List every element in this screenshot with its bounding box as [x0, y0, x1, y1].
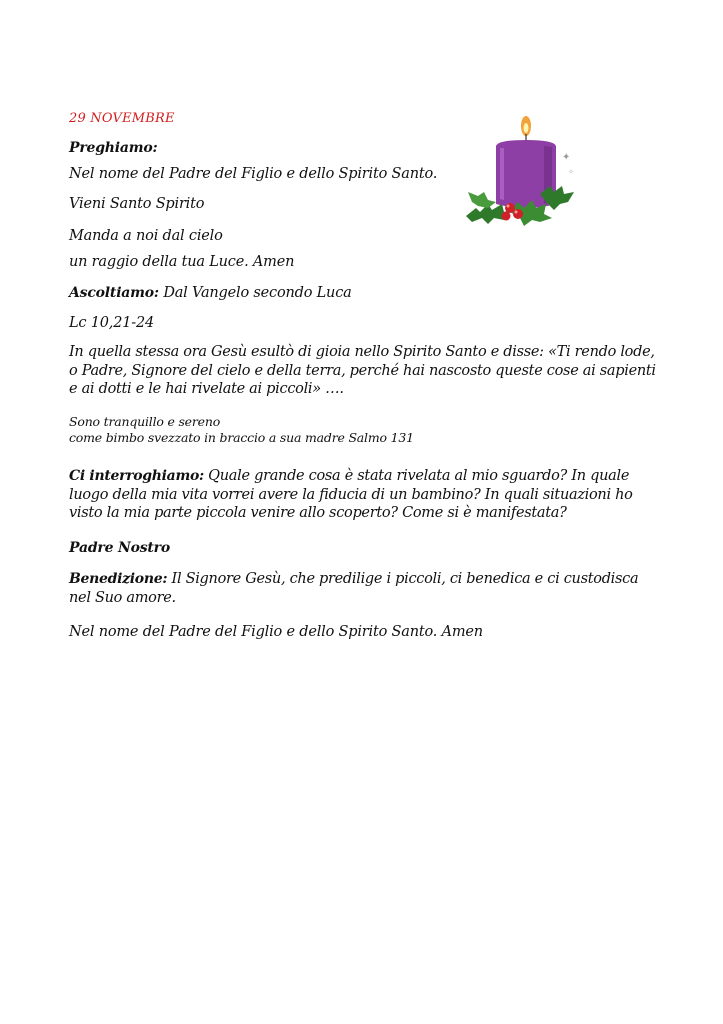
- date-heading: 29 NOVEMBRE: [69, 111, 175, 126]
- benedizione-heading: Benedizione:: [69, 571, 168, 587]
- ascoltiamo-paragraph: [69, 284, 352, 302]
- ascoltiamo-heading: Ascoltiamo:: [69, 285, 159, 301]
- gospel-text: In quella stessa ora Gesù esultò di gioia nello Spirito Santo e disse: «Ti rendo lode, o Padre, Signore del cielo e della terra, perché hai nascosto queste cose ai sapienti e ai dotti e le hai rivelate ai piccoli» ….: [69, 344, 656, 397]
- benedizione-paragraph: [69, 570, 659, 607]
- preghiamo-line-3: Manda a noi dal cielo: [69, 228, 223, 244]
- preghiamo-line-1: Nel nome del Padre del Figlio e dello Spirito Santo.: [69, 166, 438, 182]
- preghiamo-line-2: Vieni Santo Spirito: [69, 196, 205, 212]
- interroghiamo-heading: Ci interroghiamo:: [69, 468, 204, 484]
- svg-text:✧: ✧: [568, 168, 574, 176]
- gospel-reference: Lc 10,21-24: [69, 315, 155, 331]
- benedizione-text: Il Signore Gesù, che predilige i piccoli, ci benedica e ci custodisca nel Suo amore.: [69, 571, 639, 606]
- interroghiamo-text: Quale grande cosa è stata rivelata al mio sguardo? In quale luogo della mia vita vorrei avere la fiducia di un bambino? In quali situazioni ho visto la mia parte piccola venire allo scoperto? Come si è manifestata?: [69, 468, 633, 521]
- padre-nostro-heading: Padre Nostro: [69, 540, 170, 556]
- advent-candle-icon: [458, 112, 582, 230]
- preghiamo-heading: Preghiamo:: [69, 140, 158, 156]
- closing-line: Nel nome del Padre del Figlio e dello Spirito Santo. Amen: [69, 624, 483, 640]
- ascoltiamo-text: Dal Vangelo secondo Luca: [158, 285, 352, 301]
- svg-text:✦: ✦: [562, 152, 571, 163]
- preghiamo-line-4: un raggio della tua Luce. Amen: [69, 254, 295, 270]
- salmo-line-1: Sono tranquillo e sereno: [69, 414, 221, 429]
- flame-core-shape: [524, 123, 529, 133]
- berry-shape: [505, 203, 515, 213]
- salmo-line-2: come bimbo svezzato in braccio a sua madre Salmo 131: [69, 430, 414, 445]
- interroghiamo-paragraph: [69, 467, 659, 523]
